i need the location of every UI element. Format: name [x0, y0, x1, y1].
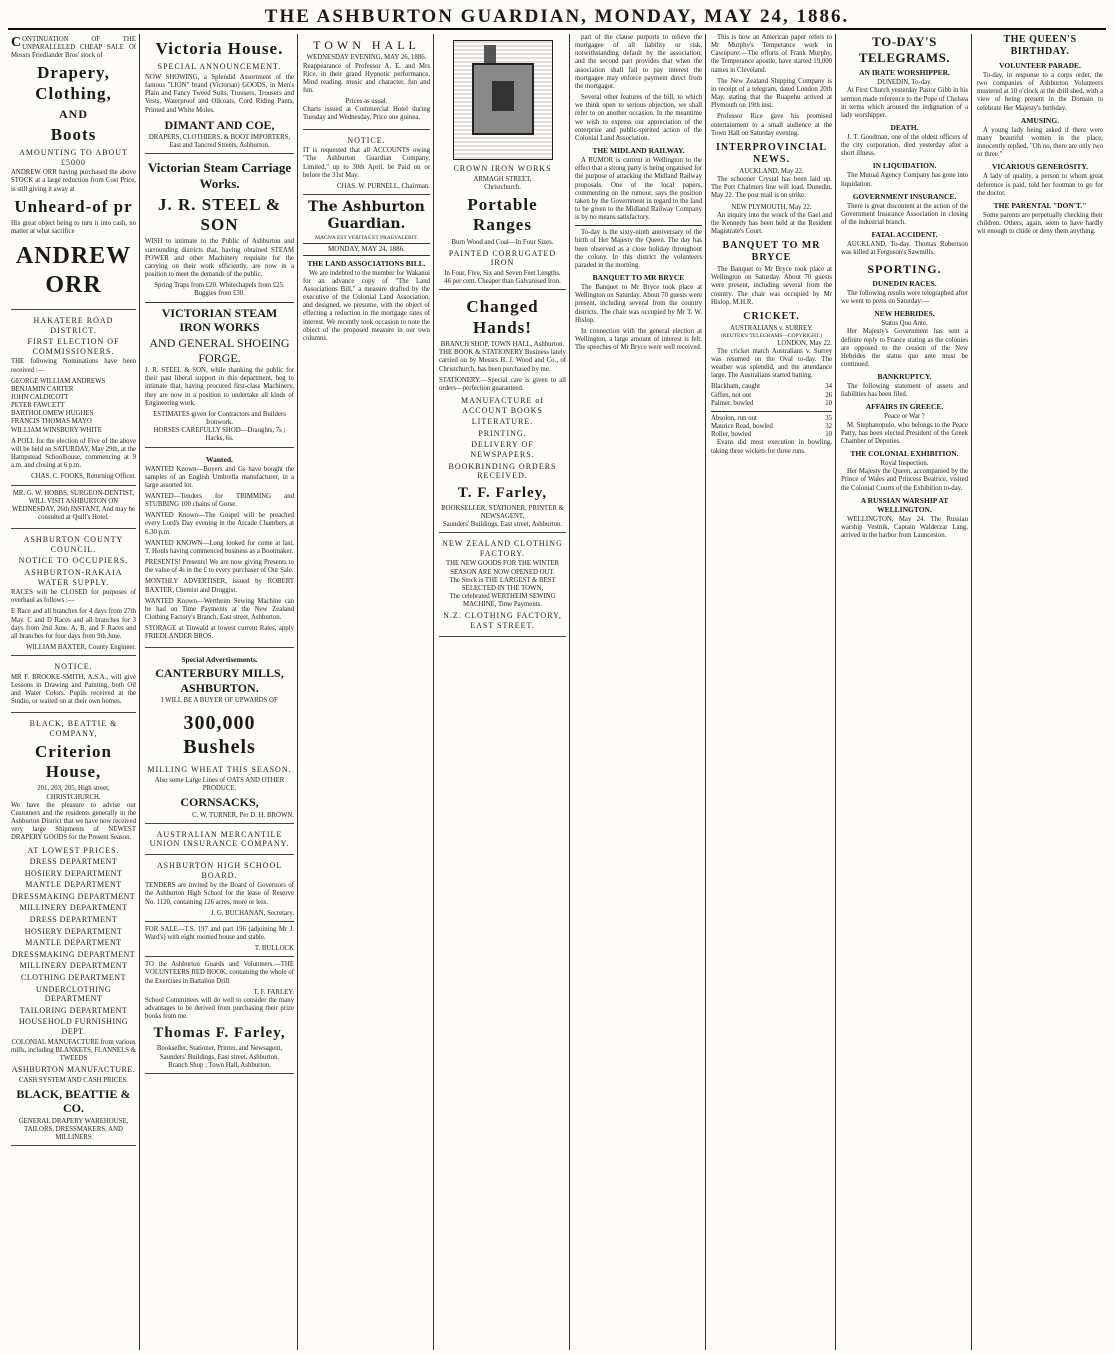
score-row: [711, 392, 832, 400]
canterbury-heading: CANTERBURY MILLS, ASHBURTON.: [155, 666, 284, 695]
exhibition-text: Her Majesty the Queen, accompanied by the Prince of Wales and Princess Beatrice, visited the Colonial Courts of the Exhibition to-day.: [841, 468, 968, 492]
cricket-text: The cricket match Australians v. Surrey was resumed on the Oval to-day. The weather was splendid, and the attendance large. The Australians started batting.: [711, 347, 832, 380]
cricket-closing: Evans did most execution in bowling, taking three wickets for three runs.: [711, 439, 832, 455]
races-detail: E Race and all branches for 4 days from 27th May. C and D Races and all branches for 3 days from 2nd June. A, B, and F Races and all branches for four days from 9th June.: [11, 608, 136, 640]
score-row: [711, 400, 832, 408]
death-heading: DEATH.: [890, 122, 919, 132]
score-player: Blackham, caught: [711, 383, 761, 391]
vicarious-text: A lady of quality, a person to whom great deference is paid, told her footman to go for the doctor.: [977, 173, 1103, 197]
column-5: [572, 34, 706, 1350]
painted-heading: PAINTED CORRUGATED IRON: [448, 248, 557, 268]
wanted-item: WANTED Known—The Gospel will be preached every Lord's Day evening in the Arcade Chambers at 6.30 p.m.: [145, 512, 294, 536]
unheard-heading: Unheard-of pr: [14, 196, 133, 216]
cheaper-text: 46 per cent. Cheaper than Galvanised Iron.: [444, 278, 561, 286]
county-engineer: WILLIAM BAXTER, County Engineer.: [25, 644, 136, 652]
steam-heading: Victorian Steam Carriage Works.: [147, 160, 292, 192]
midland-text: A RUMOR is current in Wellington to the effect that a strong party is being organised for the purpose of attacking the Midland Railway proposals. One of the local papers, commenting on the rumour, says the position taken by the Government in regard to the land to be given to the Midland Railway Company is by no means satisfactory.: [575, 157, 702, 222]
banquet-heading-2: BANQUET TO MR BRYCE: [722, 240, 821, 264]
worship-text: At First Church yesterday Pastor Gibb in his sermon made reference to the Pope of Chelsea in terms which aroused the indignation of a lady worshipper.: [841, 87, 969, 119]
interprov-text: The schooner Crystal has been laid up. The Port Chalmers line will load. Dunedin, May 22. The post mail is on strike.: [711, 176, 832, 200]
divider: [145, 302, 294, 303]
australian-heading: AUSTRALIAN MERCANTILE UNION INSURANCE COMPANY.: [149, 829, 290, 849]
guards-text: TO the Ashburton Guards and Volunteers.—THE VOLUNTEERS RED BOOK, containing the whole of the Exercises in Battalion Drill.: [145, 961, 294, 985]
council-advert: [11, 531, 136, 656]
general-drapery: GENERAL DRAPERY WAREHOUSE, TAILORS, DRESSMAKERS, AND MILLINERS: [18, 1117, 129, 1141]
cash-system: CASH SYSTEM AND CASH PRICES.: [19, 1076, 128, 1084]
stove-pipe-graphic: [484, 45, 496, 65]
notice-advert: [303, 132, 430, 195]
election-head: HAKATERE ROAD DISTRICT.: [33, 315, 114, 335]
status-quo: Status Quo Ante.: [881, 320, 928, 328]
department: MILLINERY DEPARTMENT: [19, 903, 128, 913]
bankruptcy-heading: BANKRUPTCY.: [877, 372, 932, 382]
birthday-text: To-day is the sixty-ninth anniversary of the birth of Her Majesty the Queen. The day has been observed as a close holiday throughout the colony. In this district the volunteers paraded in the morning.: [575, 229, 702, 269]
nominee: WILLIAM WINSBURY WHITE: [11, 426, 102, 434]
diamant-sub: DRAPERS, CLOTHIERS, & BOOT IMPORTERS, East and Tancred Streets, Ashburton.: [148, 134, 291, 150]
farley-advert: [145, 959, 294, 1074]
department: HOSIERY DEPARTMENT: [24, 926, 123, 936]
thomas-heading: Thomas F. Farley,: [153, 1025, 286, 1042]
thomas-sub: Bookseller, Stationer, Printer, and Newsagent,: [156, 1045, 283, 1053]
ashburton-mfg: ASHBURTON MANUFACTURE.: [11, 1065, 136, 1075]
london-dateline: LONDON, May 22.: [777, 339, 832, 347]
department: MANTLE DEPARTMENT: [25, 880, 122, 890]
notice-head: NOTICE.: [347, 135, 386, 145]
nominee: BENJAMIN CARTER: [11, 385, 74, 393]
interprov-heading: INTERPROVINCIAL NEWS.: [715, 141, 828, 165]
poll-text: A POLL for the election of Five of the above will be held on SATURDAY, May 29th, at the Hampstead Schoolhouse, commencing at 9 a.m. and closing at 6 p.m.: [11, 437, 136, 470]
exhibition-heading: THE COLONIAL EXHIBITION.: [850, 449, 959, 459]
notice-occupiers: NOTICE TO OCCUPIERS.: [18, 556, 129, 566]
clothing-advert: [439, 535, 566, 636]
wertheim-text: The celebrated WERTHEIM SEWING MACHINE, Time Payments.: [449, 593, 556, 609]
rakaia-head: ASHBURTON-RAKAIA WATER SUPPLY.: [24, 567, 123, 587]
score-runs: 10: [825, 399, 832, 407]
news-text: Professor Rice gave his promised entertainment to a small audience at the Town Hall on Saturday evening.: [711, 113, 832, 137]
nzcf-footer: N.Z. CLOTHING FACTORY, EAST STREET.: [443, 611, 562, 630]
department: DRESSMAKING DEPARTMENT: [11, 891, 136, 901]
town-hall-date: WEDNESDAY EVENING, MAY 26, 1886.: [306, 54, 427, 62]
cornsacks-heading: CORNSACKS,: [180, 795, 259, 810]
land-text: We are indebted to the member for Wakanui for an advance copy of "The Land Associations Bill," a measure drafted by the executive of the Colonial Land Association, and designed, we presume, with the object of effecting a reduction in the mortgage rates of interest. We recently took occasion to note the object of the proposed measure in our own columns.: [303, 269, 430, 342]
tf-addr: Saunders' Buildings, East street, Ashburton.: [442, 521, 563, 529]
fatal-text: AUCKLAND, To-day. Thomas Robertson was killed at Ferguson's Sawmills.: [841, 241, 968, 257]
prices-text: Prices as usual.: [345, 98, 388, 106]
great-object-text: His great object being to turn it into cash, no matter at what sacrifice: [11, 220, 136, 236]
amount-text: AMOUNTING TO ABOUT £5000: [19, 148, 128, 167]
parade-heading: VOLUNTEER PARADE.: [999, 61, 1081, 70]
paper-motto: MAGNA EST VERITAS ET PRAEVALEBIT.: [315, 234, 418, 241]
department: DRESS DEPARTMENT: [29, 915, 118, 925]
branch-shop-text: BRANCH SHOP, TOWN HALL, Ashburton.: [440, 341, 565, 349]
range-stove-illustration: [453, 40, 553, 160]
races-text: The following results were telegraphed after we went to press on Saturday:—: [841, 289, 968, 306]
dunedin-dateline: DUNEDIN, To-day.: [877, 79, 932, 87]
department: DRESSMAKING DEPARTMENT: [11, 949, 136, 959]
worship-heading: AN IRATE WORSHIPPER.: [859, 68, 950, 78]
special-announcement: SPECIAL ANNOUNCEMENT.: [157, 62, 282, 72]
turner-sig: C. W. TURNER, Per D. H. BROWN.: [192, 811, 294, 819]
steel-text: WISH to intimate to the Public of Ashburton and surrounding districts that, having obtained STEAM POWER and other Machinery requisite for the carrying on their work efficiently, are now in a position to meet the demands of the public.: [145, 238, 294, 279]
oats-text: Also some Large Lines of OATS AND OTHER PRODUCE.: [154, 777, 285, 793]
stationery-text: STATIONERY.—Special care is given to all orders—perfection guaranteed.: [439, 376, 566, 392]
sporting-heading: SPORTING.: [867, 261, 942, 276]
parental-text: Some parents are perpetually checking their children. Others, again, seem to have hardly wit enough to chide or deny them anything.: [977, 211, 1103, 236]
department: MILLINERY DEPARTMENT: [19, 961, 128, 971]
bankruptcy-text: The following statement of assets and liabilities has been filed.: [841, 383, 968, 399]
liquidation-text: The Mutual Agency Company has gone into liquidation.: [841, 172, 968, 188]
iron-heading: VICTORIAN STEAM IRON WORKS: [161, 305, 278, 334]
wanted-head: Wanted.: [206, 454, 233, 464]
bullock-sig: T. BULLOCK: [254, 945, 294, 953]
thomas-addr: Saunders' Buildings, East street, Ashburton.: [159, 1053, 280, 1061]
parental-heading: THE PARENTAL "DON'T.": [993, 200, 1087, 210]
column-8: [974, 34, 1106, 1350]
score-player: Maurice Read, bowled: [711, 423, 773, 431]
dentist-text: MR. G. W. HOBBS, SURGEON-DENTIST, WILL VISIT ASHBURTON ON WEDNESDAY, 26th INSTANT, And may be consulted at Quill's Hotel.: [12, 489, 135, 522]
department-list: [11, 857, 136, 1037]
amusing-heading: AMUSING.: [1020, 115, 1060, 125]
govt-ins-heading: GOVERNMENT INSURANCE.: [852, 191, 957, 201]
masthead: THE ASHBURTON GUARDIAN, MONDAY, MAY 24, 1886.: [8, 6, 1106, 30]
iron-sizes: In Four, Five, Six and Seven Feet Lengths.: [444, 270, 561, 278]
steel-prices: Spring Traps from £20. Whitechapels from £25. Buggies from £30.: [154, 282, 285, 298]
greece-text: M. Stephanopulo, who belongs to the Peace Party, has been elected President of the Greek Chamber of Deputies.: [841, 421, 968, 445]
wanted-item: WANTED—Tenders for TRIMMING and STUBBING 100 chains of Gorse.: [145, 492, 294, 509]
divider: [575, 225, 702, 226]
milling-text: MILLING WHEAT THIS SEASON.: [147, 765, 292, 775]
column-3: [300, 34, 434, 1350]
score-row: [711, 423, 832, 431]
greece-heading: AFFAIRS IN GREECE.: [865, 402, 944, 412]
nominee: JOHN CALDICOTT: [11, 393, 69, 401]
news-text: This is how an American paper refers to Mr Murphy's Temperance work in Cawnpore:—The efforts of Frank Murphy, the Temperance apostle, have started 19,000 names in Cleveland.: [711, 34, 832, 74]
score-player: Palmer, bowled: [711, 399, 754, 407]
department: MANTLE DEPARTMENT: [25, 938, 122, 948]
election-text: In connection with the general election at Wellington, a large amount of interest is felt. The speeches of Mr Bryce were well received.: [575, 327, 702, 352]
wanted-item: WANTED Known—Buyers and Gs have bought the samples of an English Umbrella manufacturer, in a large assorted lot.: [145, 465, 294, 489]
cricket-heading: CRICKET.: [743, 310, 800, 322]
estimates-text: ESTIMATES given for Contractors and Builders Ironwork.: [153, 410, 286, 427]
mills-advert: [145, 650, 294, 823]
chch-text: Christchurch.: [484, 183, 521, 191]
parade-text: To-day, in response to a corps order, the two companies of Ashburton Volunteers mustered at 10 o'clock at the drill shed, with a view of being present in the Domain to celebrate Her Majesty's birthday.: [977, 72, 1103, 112]
new-goods-text: THE NEW GOODS FOR THE WINTER SEASON ARE NOW OPENED OUT.: [445, 560, 560, 576]
delivery-heading: DELIVERY OF NEWSPAPERS.: [470, 440, 535, 460]
school-heading: ASHBURTON HIGH SCHOOL BOARD.: [156, 861, 283, 880]
school-comm-text: School Committees will do well to consider the many advantages to be derived from purchasing their prize books from me.: [145, 996, 294, 1021]
council-head: ASHBURTON COUNTY COUNCIL.: [23, 535, 124, 554]
notice-head: NOTICE.: [54, 662, 93, 672]
black-beattie: BLACK, BEATTIE & COMPANY,: [29, 719, 118, 739]
telegrams-heading: TO-DAY'S TELEGRAMS.: [858, 34, 951, 65]
andrew-orr-heading: ANDREW ORR: [15, 243, 132, 299]
peace-war: Peace or War ?: [884, 413, 925, 421]
tf-sub: BOOKSELLER, STATIONER, PRINTER & NEWSAGENT,: [441, 504, 564, 520]
orr-advert: [11, 34, 136, 310]
column-4: [436, 34, 570, 1350]
nominee: GEORGE WILLIAM ANDREWS: [11, 377, 106, 385]
death-text: J. T. Goodman, one of the oldest officers of the city corporation, died yesterday after a short illness.: [841, 133, 968, 158]
notice-text: IT is requested that all ACCOUNTS owing "The Ashburton Guardian Company, Limited," up to 30th April, be Paid on or before the 31st May.: [303, 147, 430, 179]
town-hall-heading: TOWN HALL: [313, 38, 420, 52]
lion-text: NOW SHOWING, a Splendid Assortment of the famous "LION" brand (Victorian) GOODS, in Men's Plain and Fancy Tweed Suits, Trousers, Trousers and Vests, Waterproof and Oilcoats, Cord Riding Pants, Printed and White Moles.: [145, 73, 294, 114]
boots-heading: Boots: [50, 124, 97, 144]
department: HOSIERY DEPARTMENT: [24, 868, 123, 878]
warship-text: WELLINGTON, May 24. The Russian warship Vestnik, Captain Walderzar Lang, arrived in the harbor from Launceston.: [841, 515, 968, 540]
tf-heading: T. F. Farley,: [457, 484, 548, 501]
bookbinding-heading: BOOKBINDING ORDERS RECEIVED.: [448, 461, 557, 481]
drawing-advert: [11, 658, 136, 713]
stove-door-graphic: [492, 81, 514, 111]
special-ads-head: Special Advertisements.: [181, 655, 258, 665]
steel-advert: [145, 156, 294, 447]
farley-changed-advert: [439, 292, 566, 533]
diamant-name: DIMANT AND COE,: [164, 117, 275, 132]
purnell-sig: CHAS. W. PURNELL, Chairman.: [336, 182, 430, 190]
election-advert: [11, 312, 136, 486]
midland-heading: THE MIDLAND RAILWAY.: [592, 146, 685, 156]
vicarious-heading: VICARIOUS GENEROSITY.: [992, 162, 1088, 172]
black-beattie-footer: BLACK, BEATTIE & CO.: [16, 1086, 131, 1116]
nz-clothing-heading: NEW ZEALAND CLOTHING FACTORY.: [442, 539, 563, 558]
liquidation-heading: IN LIQUIDATION.: [872, 161, 937, 171]
races-text: RACES will be CLOSED for purposes of overhaul as follows :—: [11, 589, 136, 605]
armagh-text: ARMAGH STREET,: [473, 175, 532, 183]
election-text: THE following Nominations have been received :—: [11, 358, 136, 374]
banquet-heading: BANQUET TO MR BRYCE: [592, 273, 685, 283]
score-table: [711, 383, 832, 407]
royal-inspection: Royal Inspection.: [880, 460, 929, 468]
criterion-address: 201, 203, 205, High street, CHRISTCHURCH.: [37, 785, 110, 801]
drapery-heading: Drapery, Clothing,: [35, 63, 112, 103]
continuation-text: CONTINUATION OF THE UNPARALLELED CHEAP SALE Of Messrs Friedlander Bros' stock of: [11, 35, 136, 60]
burn-text: Burn Wood and Coal—In Four Sizes.: [451, 238, 554, 246]
presents-item: PRESENTS! Presents! We are now giving Presents to the value of 4s in the £ to every purchaser of Our Sale.: [145, 559, 294, 575]
storage-item: STORAGE at Tinwald at lowest current Rates, apply FRIEDLANDER BROS.: [145, 625, 294, 641]
department: TAILORING DEPARTMENT: [19, 1005, 128, 1015]
criterion-text: We have the pleasure to advise our Customers and the residents generally in the Ashburton District that we have now received very large Shipments of NEWEST DRAPERY GOODS for the Present Season.: [11, 801, 136, 842]
ranges-advert: [439, 34, 566, 290]
returning-officer: CHAS. C. FOOKS, Returning Officer.: [31, 473, 136, 481]
farley-sig: T. F. FARLEY.: [253, 988, 294, 996]
score-row: [711, 415, 832, 423]
score-row: [711, 431, 832, 439]
nominee: BARTHOLOMEW HUGHES: [11, 410, 94, 418]
horses-text: HORSES CAREFULLY SHOD—Draughts, 7s ; Hacks, 6s.: [153, 427, 286, 443]
dentist-advert: [11, 488, 136, 530]
steel-heading: J. R. STEEL & SON: [157, 194, 282, 235]
column-2: [142, 34, 298, 1350]
column-1: [8, 34, 140, 1350]
changed-heading: Changed Hands!: [466, 297, 539, 337]
literature-heading: LITERATURE.: [471, 417, 534, 427]
stock-text: The Stock is THE LARGEST & BEST SELECTED IN THE TOWN,: [449, 576, 556, 592]
buchanan-sig: J. G. BUCHANAN, Secretary.: [210, 909, 294, 917]
colonial-text: COLONIAL MANUFACTURE from various mills, including BLANKETS, FLANNELS & TWEEDS: [11, 1038, 136, 1062]
score-runs: 10: [825, 431, 832, 439]
divider: [711, 411, 832, 412]
insurance-advert: [145, 826, 294, 855]
score-runs: 35: [825, 414, 832, 422]
criterion-advert: [11, 715, 136, 1146]
monthly-item: MONTHLY ADVERTISER, issued by ROBERT BAXTER, Chemist and Druggist.: [145, 578, 294, 594]
score-runs: 34: [825, 383, 832, 391]
wanted-item: WANTED KNOWN—Long looked for come at last, T. Houls having commenced business as a Bootmaker.: [145, 539, 294, 555]
crown-heading: CROWN IRON WORKS: [453, 164, 552, 173]
lowest-prices: AT LOWEST PRICES.: [27, 845, 120, 855]
score-table-2: [711, 415, 832, 439]
and-text: AND: [59, 107, 88, 122]
tenders-text: TENDERS are invited by the Board of Governors of the Ashburton High School for the lease of Reserve No. 1120, containing 126 acres, more or less.: [145, 882, 294, 906]
warship-heading: A RUSSIAN WARSHIP AT WELLINGTON.: [860, 495, 949, 514]
score-player: Roller, bowled: [711, 431, 752, 439]
iron-text: J. R. STEEL & SON, while thanking the public for their past liberal support in this department, beg to intimate that, having procured first-class Machinery, they are now in a position to undertake all kinds of Engineering work.: [145, 367, 294, 407]
paper-title: The Ashburton Guardian.: [308, 199, 425, 232]
victoria-heading: Victoria House.: [155, 39, 284, 58]
brookesmith-text: MR F. BROOKE-SMITH, A.S.A., will give Lessons in Drawing and Painting, both Oil and Water Colors. Pupils received at the Studio, or waited on at their own homes.: [11, 673, 136, 706]
department: UNDERCLOTHING DEPARTMENT: [36, 984, 111, 1004]
account-heading: MANUFACTURE of ACCOUNT BOOKS: [461, 396, 544, 415]
criterion-heading: Criterion House,: [35, 741, 112, 782]
fatal-heading: FATAL ACCIDENT.: [871, 230, 938, 240]
reuter-line: (REUTER'S TELEGRAMS—COPYRIGHT.): [720, 333, 823, 340]
town-hall-advert: [303, 34, 430, 130]
victoria-advert: [145, 34, 294, 154]
nominee: FRANCIS THOMAS MAYO: [11, 418, 92, 426]
wanted-section: [145, 450, 294, 649]
birthday-heading: THE QUEEN'S BIRTHDAY.: [1003, 34, 1077, 57]
column-7: [838, 34, 972, 1350]
portable-ranges-heading: Portable Ranges: [467, 194, 538, 235]
hebrides-text: Her Majesty's Government has sent a definite reply to France stating as the colonies are opposed to the cession of the New Hebrides the status quo ante must be continued.: [841, 328, 968, 369]
shoeing-heading: AND GENERAL SHOEING FORGE.: [149, 336, 290, 365]
amusing-text: A young lady being asked if there were many beautiful women in the place, innocently replied, "Oh no, there are only two or three.": [977, 126, 1103, 159]
score-runs: 26: [825, 391, 832, 399]
will-buy: I WILL BE A BUYER OF UPWARDS OF: [161, 697, 278, 705]
paper-date: MONDAY, MAY 24, 1886.: [303, 243, 430, 255]
department: HOUSEHOLD FURNISHING DEPT.: [18, 1017, 129, 1037]
branch-shop: Branch Shop ; Town Hall, Ashburton.: [168, 1061, 271, 1069]
score-player: Absolon, run out: [711, 414, 757, 422]
banquet-text-2: The Banquet to Mr Bryce took place at Wellington on Saturday. About 70 guests were present, including several from the country. The chair was occupied by Mr Hislop, M.H.R.: [711, 266, 832, 306]
orr-text: ANDREW ORR having purchased the above STOCK at a large reduction from Cost Price, is still giving it away at: [11, 169, 136, 193]
bushels-heading: 300,000 Bushels: [183, 712, 256, 759]
score-runs: 32: [825, 423, 832, 431]
printing-heading: PRINTING.: [478, 428, 527, 438]
hebrides-heading: NEW HEBRIDES.: [874, 309, 935, 319]
np-text: An inquiry into the wreck of the Gael and the Kennedy has been held at the Resident Magistrate's Court.: [711, 211, 832, 235]
score-row: [711, 383, 832, 391]
races-heading: DUNEDIN RACES.: [872, 278, 937, 288]
charts-text: Charts issued at Commercial Hotel during Tuesday and Wednesday. Price one guinea.: [303, 106, 430, 122]
editorial-text: Several other features of the bill, to which we think open to serious objection, we shall refer to on another occasion. In the meantime we wish to express our appreciation of the enterprise and public-spirited action of the Colonial Land Association.: [575, 94, 702, 142]
election-title: FIRST ELECTION OF COMMISSIONERS.: [27, 337, 120, 356]
sale-advert: [145, 924, 294, 957]
banquet-text: The Banquet to Mr Bryce took place at Wellington on Saturday. About 70 guests were present, including several from the country districts. The chair was occupied by Mr T. W. Hislop.: [575, 284, 702, 324]
nominee: PETER FAWCETT: [11, 402, 65, 410]
column-6: [708, 34, 836, 1350]
aus-surrey: AUSTRALIANS v. SURREY.: [730, 324, 813, 332]
reappearance-text: Reappearance of Professor A. E. and Mrs Rice, in their grand Hypnotic performance, Mind reading, music and character, fun and fun.: [303, 62, 430, 95]
newplymouth-dateline: NEW PLYMOUTH, May 22.: [731, 203, 812, 211]
score-player: Giffen, not out: [711, 391, 752, 399]
wanted-item: WANTED Known—Wertheim Sewing Machine can be had on Time Payments at the New Zealand Clothing Factory's Branch, East street, Ashburton.: [145, 597, 294, 621]
book-text: THE BOOK & STATIONERY Business lately carried on by Messrs H. J. Wood and Co., of Christchurch, has been purchased by me.: [439, 349, 566, 373]
department: DRESS DEPARTMENT: [29, 857, 118, 867]
department: CLOTHING DEPARTMENT: [21, 973, 126, 983]
auckland-dateline: AUCKLAND, May 22.: [739, 167, 804, 175]
sale-text: FOR SALE—T.S. 197 and part 196 (adjoining Mr J. Ward's) with eight roomed house and stable.: [145, 925, 294, 942]
news-text: The New Zealand Shipping Company is in receipt of a telegram, dated London 20th May, stating that the Ruapehu arrived at Plymouth on 19th inst.: [711, 77, 832, 110]
land-heading: THE LAND ASSOCIATIONS BILL.: [307, 258, 426, 268]
govt-ins-text: There is great discontent at the action of the Government Insurance Association in closing of the industrial branch.: [841, 202, 968, 227]
school-advert: [145, 857, 294, 922]
nominee-list: [11, 378, 136, 435]
editorial-text: part of the clause purports to relieve the mortgagee of all liability or risk, notwithstanding default by the association; and the second part provides that when the association shall fail to pay interest the mortgagee may enforce payment direct from the mortgagor.: [575, 34, 702, 90]
